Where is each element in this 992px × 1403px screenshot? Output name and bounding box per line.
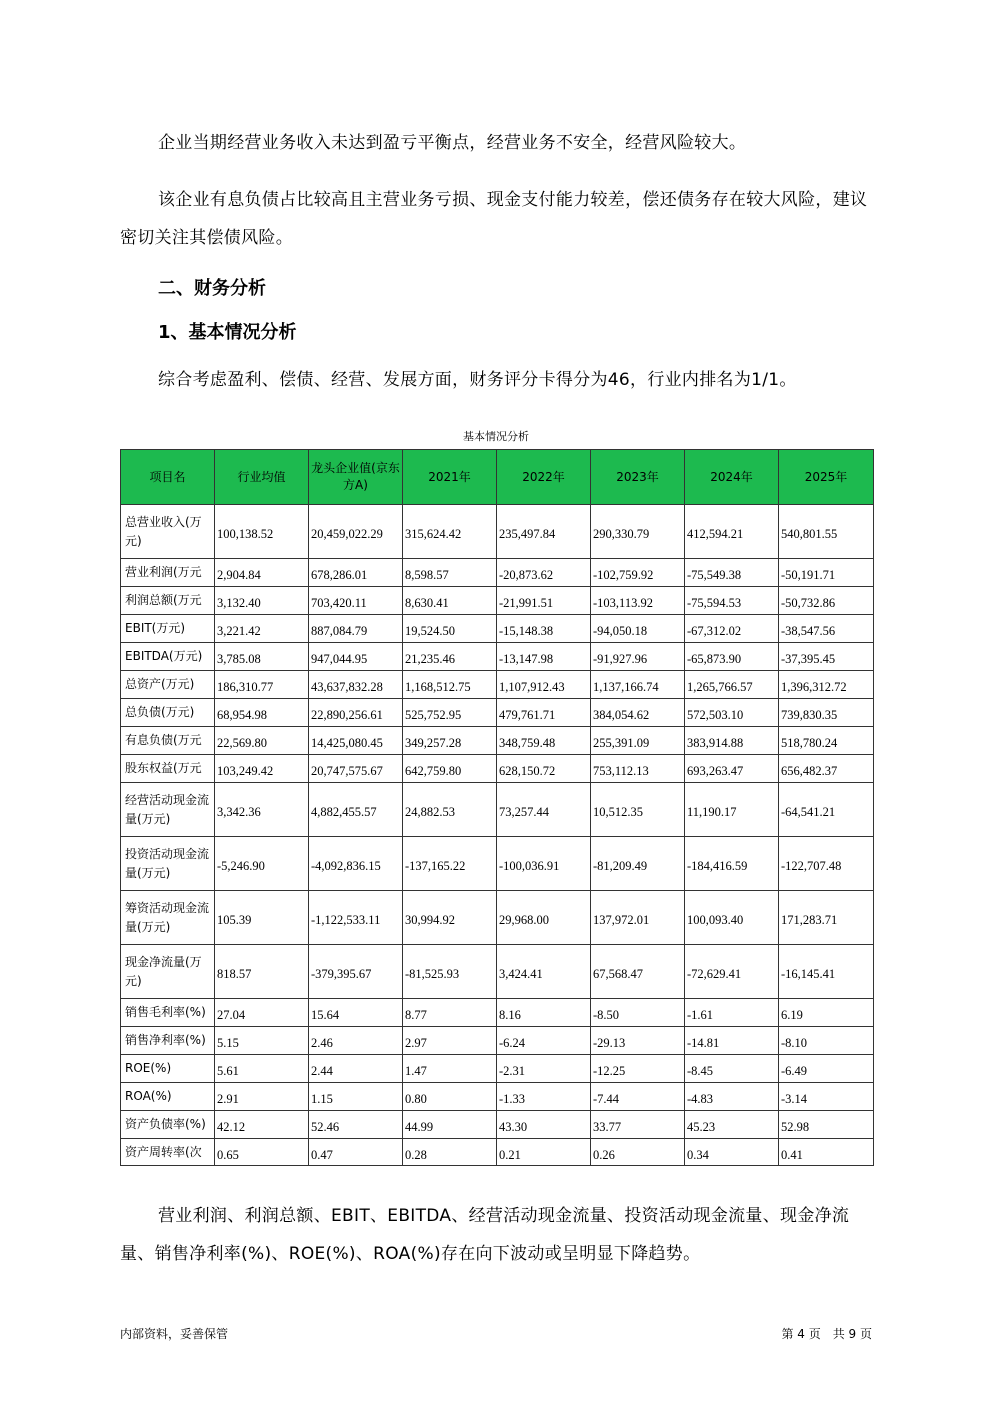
table-cell: 656,482.37: [779, 755, 874, 783]
table-row: [121, 999, 874, 1027]
table-cell: -64,541.21: [779, 783, 874, 837]
column-header: 项目名: [121, 450, 215, 505]
paragraph-3: 综合考虑盈利、偿债、经营、发展方面，财务评分卡得分为46，行业内排名为1/1。: [158, 370, 797, 390]
table-cell: -15,148.38: [497, 615, 591, 643]
table-cell: -75,549.38: [685, 559, 779, 587]
table-row: [121, 1139, 874, 1166]
table-cell: 103,249.42: [215, 755, 309, 783]
table-cell: 887,084.79: [309, 615, 403, 643]
table-cell: 6.19: [779, 999, 874, 1027]
table-cell: -3.14: [779, 1083, 874, 1111]
table-row: [121, 1027, 874, 1055]
table-cell: -8.10: [779, 1027, 874, 1055]
row-label: EBITDA(万元): [121, 643, 215, 671]
table-cell: 540,801.55: [779, 505, 874, 559]
row-label: 投资活动现金流量(万元): [121, 837, 215, 891]
table-row: [121, 615, 874, 643]
column-header: 2023年: [591, 450, 685, 505]
table-row: [121, 643, 874, 671]
table-row: [121, 1055, 874, 1083]
table-cell: -50,732.86: [779, 587, 874, 615]
table-cell: -1,122,533.11: [309, 891, 403, 945]
row-label: ROE(%): [121, 1055, 215, 1083]
table-cell: -102,759.92: [591, 559, 685, 587]
column-header: 龙头企业值(京东方A): [309, 450, 403, 505]
row-label: 经营活动现金流量(万元): [121, 783, 215, 837]
table-cell: -184,416.59: [685, 837, 779, 891]
table-cell: 255,391.09: [591, 727, 685, 755]
table-cell: 572,503.10: [685, 699, 779, 727]
table-cell: 0.41: [779, 1139, 874, 1166]
table-cell: 1,137,166.74: [591, 671, 685, 699]
table-cell: 678,286.01: [309, 559, 403, 587]
table-cell: -4,092,836.15: [309, 837, 403, 891]
table-cell: -100,036.91: [497, 837, 591, 891]
table-cell: 5.15: [215, 1027, 309, 1055]
table-cell: -4.83: [685, 1083, 779, 1111]
table-cell: 20,747,575.67: [309, 755, 403, 783]
row-label: ROA(%): [121, 1083, 215, 1111]
table-cell: 4,882,455.57: [309, 783, 403, 837]
table-cell: 14,425,080.45: [309, 727, 403, 755]
table-cell: -8.50: [591, 999, 685, 1027]
table-cell: -37,395.45: [779, 643, 874, 671]
table-cell: 739,830.35: [779, 699, 874, 727]
table-cell: 348,759.48: [497, 727, 591, 755]
table-cell: 19,524.50: [403, 615, 497, 643]
table-cell: 947,044.95: [309, 643, 403, 671]
table-cell: -7.44: [591, 1083, 685, 1111]
table-cell: -379,395.67: [309, 945, 403, 999]
column-header: 行业均值: [215, 450, 309, 505]
column-header: 2021年: [403, 450, 497, 505]
table-row: [121, 559, 874, 587]
row-label: 总负债(万元): [121, 699, 215, 727]
table-header-row: [121, 450, 874, 505]
table-row: [121, 1083, 874, 1111]
table-cell: 44.99: [403, 1111, 497, 1139]
table-cell: 100,138.52: [215, 505, 309, 559]
table-cell: -91,927.96: [591, 643, 685, 671]
table-cell: 42.12: [215, 1111, 309, 1139]
table-cell: 1,107,912.43: [497, 671, 591, 699]
column-header: 2024年: [685, 450, 779, 505]
table-row: [121, 837, 874, 891]
table-cell: 52.46: [309, 1111, 403, 1139]
table-cell: -20,873.62: [497, 559, 591, 587]
table-cell: -13,147.98: [497, 643, 591, 671]
table-cell: 0.21: [497, 1139, 591, 1166]
table-cell: 235,497.84: [497, 505, 591, 559]
table-cell: 2.97: [403, 1027, 497, 1055]
table-cell: 30,994.92: [403, 891, 497, 945]
table-cell: 105.39: [215, 891, 309, 945]
table-cell: 1,396,312.72: [779, 671, 874, 699]
table-cell: 703,420.11: [309, 587, 403, 615]
table-cell: -75,594.53: [685, 587, 779, 615]
table-cell: -72,629.41: [685, 945, 779, 999]
table-cell: 315,624.42: [403, 505, 497, 559]
footer-confidential: 内部资料，妥善保管: [120, 1327, 229, 1341]
table-cell: 3,424.41: [497, 945, 591, 999]
table-cell: -67,312.02: [685, 615, 779, 643]
table-cell: 8.77: [403, 999, 497, 1027]
table-cell: 22,569.80: [215, 727, 309, 755]
table-cell: 27.04: [215, 999, 309, 1027]
table-cell: 0.34: [685, 1139, 779, 1166]
column-header: 2025年: [779, 450, 874, 505]
table-cell: -14.81: [685, 1027, 779, 1055]
table-cell: 2.46: [309, 1027, 403, 1055]
table-cell: -6.24: [497, 1027, 591, 1055]
row-label: 现金净流量(万元): [121, 945, 215, 999]
table-caption: 基本情况分析: [463, 430, 529, 443]
table-cell: -38,547.56: [779, 615, 874, 643]
table-cell: -50,191.71: [779, 559, 874, 587]
section-heading: 二、财务分析: [158, 278, 266, 299]
table-cell: 525,752.95: [403, 699, 497, 727]
row-label: 股东权益(万元: [121, 755, 215, 783]
paragraph-2: 该企业有息负债占比较高且主营业务亏损、现金支付能力较差，偿还债务存在较大风险，建议密切关注其偿债风险。: [120, 190, 868, 248]
table-row: [121, 755, 874, 783]
row-label: 资产周转率(次: [121, 1139, 215, 1166]
paragraph-1: 企业当期经营业务收入未达到盈亏平衡点，经营业务不安全，经营风险较大。: [158, 133, 747, 153]
table-cell: 171,283.71: [779, 891, 874, 945]
row-label: 销售净利率(%): [121, 1027, 215, 1055]
table-cell: -29.13: [591, 1027, 685, 1055]
footer-page-number: 第 4 页 共 9 页: [781, 1327, 872, 1341]
table-cell: -8.45: [685, 1055, 779, 1083]
paragraph-4: 营业利润、利润总额、EBIT、EBITDA、经营活动现金流量、投资活动现金流量、现金净流量、销售净利率(%)、ROE(%)、ROA(%)存在向下波动或呈明显下降趋势。: [120, 1206, 850, 1264]
table-cell: 8.16: [497, 999, 591, 1027]
table-cell: 24,882.53: [403, 783, 497, 837]
table-cell: -81,209.49: [591, 837, 685, 891]
table-cell: 290,330.79: [591, 505, 685, 559]
table-cell: -21,991.51: [497, 587, 591, 615]
table-cell: 68,954.98: [215, 699, 309, 727]
table-row: [121, 783, 874, 837]
table-cell: 186,310.77: [215, 671, 309, 699]
table-cell: 1,168,512.75: [403, 671, 497, 699]
table-cell: 29,968.00: [497, 891, 591, 945]
table-cell: -94,050.18: [591, 615, 685, 643]
table-row: [121, 699, 874, 727]
table-cell: 43,637,832.28: [309, 671, 403, 699]
table-row: [121, 1111, 874, 1139]
table-cell: 818.57: [215, 945, 309, 999]
table-row: [121, 505, 874, 559]
table-cell: 52.98: [779, 1111, 874, 1139]
table-cell: -65,873.90: [685, 643, 779, 671]
table-cell: -6.49: [779, 1055, 874, 1083]
table-cell: -16,145.41: [779, 945, 874, 999]
table-cell: 693,263.47: [685, 755, 779, 783]
table-row: [121, 727, 874, 755]
row-label: 销售毛利率(%): [121, 999, 215, 1027]
table-cell: 0.26: [591, 1139, 685, 1166]
table-cell: 100,093.40: [685, 891, 779, 945]
table-cell: -81,525.93: [403, 945, 497, 999]
table-cell: 43.30: [497, 1111, 591, 1139]
table-cell: 0.65: [215, 1139, 309, 1166]
table-cell: -122,707.48: [779, 837, 874, 891]
table-cell: 1.47: [403, 1055, 497, 1083]
table-cell: 628,150.72: [497, 755, 591, 783]
financial-table: [120, 449, 874, 1166]
table-cell: -2.31: [497, 1055, 591, 1083]
table-cell: 518,780.24: [779, 727, 874, 755]
table-cell: 8,630.41: [403, 587, 497, 615]
table-cell: 5.61: [215, 1055, 309, 1083]
row-label: EBIT(万元): [121, 615, 215, 643]
table-cell: 8,598.57: [403, 559, 497, 587]
table-cell: 3,132.40: [215, 587, 309, 615]
table-cell: -5,246.90: [215, 837, 309, 891]
table-cell: -103,113.92: [591, 587, 685, 615]
table-cell: 1,265,766.57: [685, 671, 779, 699]
table-cell: 73,257.44: [497, 783, 591, 837]
row-label: 利润总额(万元: [121, 587, 215, 615]
table-cell: 11,190.17: [685, 783, 779, 837]
table-cell: 2.91: [215, 1083, 309, 1111]
table-cell: -1.61: [685, 999, 779, 1027]
table-cell: 1.15: [309, 1083, 403, 1111]
column-header: 2022年: [497, 450, 591, 505]
table-row: [121, 671, 874, 699]
table-cell: 412,594.21: [685, 505, 779, 559]
table-cell: -12.25: [591, 1055, 685, 1083]
table-cell: 479,761.71: [497, 699, 591, 727]
table-cell: 384,054.62: [591, 699, 685, 727]
table-cell: 21,235.46: [403, 643, 497, 671]
table-cell: 10,512.35: [591, 783, 685, 837]
table-cell: 349,257.28: [403, 727, 497, 755]
table-cell: -1.33: [497, 1083, 591, 1111]
table-cell: 67,568.47: [591, 945, 685, 999]
table-cell: 0.80: [403, 1083, 497, 1111]
table-cell: 2.44: [309, 1055, 403, 1083]
table-cell: 20,459,022.29: [309, 505, 403, 559]
table-cell: 45.23: [685, 1111, 779, 1139]
table-cell: 383,914.88: [685, 727, 779, 755]
row-label: 总资产(万元): [121, 671, 215, 699]
table-cell: 3,342.36: [215, 783, 309, 837]
table-cell: 753,112.13: [591, 755, 685, 783]
row-label: 资产负债率(%): [121, 1111, 215, 1139]
table-row: [121, 587, 874, 615]
table-cell: 22,890,256.61: [309, 699, 403, 727]
row-label: 总营业收入(万元): [121, 505, 215, 559]
table-cell: 137,972.01: [591, 891, 685, 945]
row-label: 营业利润(万元: [121, 559, 215, 587]
row-label: 筹资活动现金流量(万元): [121, 891, 215, 945]
table-cell: 15.64: [309, 999, 403, 1027]
table-cell: 2,904.84: [215, 559, 309, 587]
table-cell: 0.47: [309, 1139, 403, 1166]
table-row: [121, 891, 874, 945]
table-cell: 3,785.08: [215, 643, 309, 671]
table-cell: 0.28: [403, 1139, 497, 1166]
table-cell: 33.77: [591, 1111, 685, 1139]
row-label: 有息负债(万元: [121, 727, 215, 755]
table-cell: -137,165.22: [403, 837, 497, 891]
table-cell: 3,221.42: [215, 615, 309, 643]
subsection-heading: 1、基本情况分析: [158, 322, 297, 343]
table-row: [121, 945, 874, 999]
table-cell: 642,759.80: [403, 755, 497, 783]
